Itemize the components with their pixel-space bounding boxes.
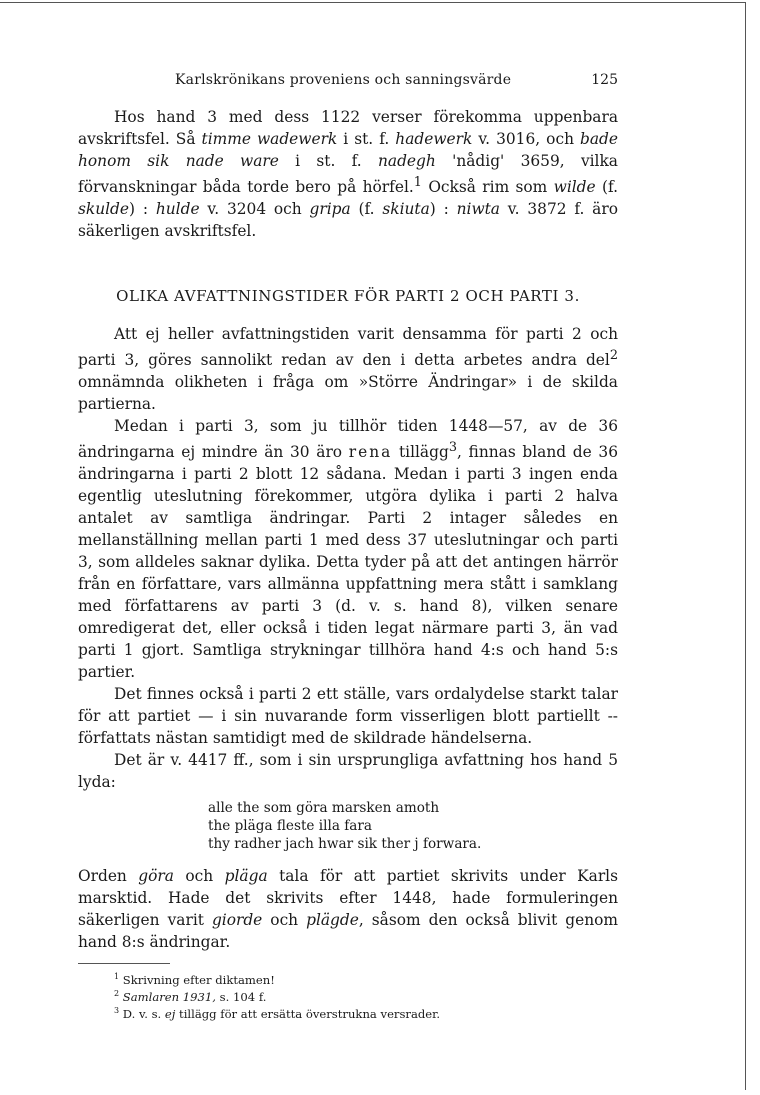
page-number: 125 [591,72,618,88]
page-frame-top-line [0,2,745,3]
running-header [78,72,618,96]
main-text [78,106,618,953]
verse-line: alle the som göra marsken amoth [208,800,440,817]
book-page [78,72,618,1021]
verse-line: thy radher jach hwar sik ther j forwara. [208,836,482,853]
verse-quote [208,799,618,853]
footnotes [114,970,618,1021]
spaced-emphasis: rena [348,443,393,462]
running-title: Karlskrönikans proveniens och sanningsvärde [175,72,512,88]
footnote-separator [78,963,170,964]
paragraph-5: Orden göra och pläga tala för att partiet skrivits under Karls marsktid. Hade det skrivits efter 1448, hade formuleringen säkerligen varit giorde och plägde, såsom den också blivit genom hand 8:s ändringar. [78,867,619,952]
paragraph-1: Att ej heller avfattningstiden varit densamma för parti 2 och parti 3, göres sannolikt redan av den i detta arbetes andra del$^2$ omnämnda olikheten i fråga om »Större Ändringar» i de skilda partierna. [78,325,618,414]
page-frame-right-line [745,2,746,1090]
footnote-3: $^3$ D. v. s. ej tillägg för att ersätta överstrukna versrader. [114,1006,441,1021]
verse-line: the pläga fleste illa fara [208,818,372,835]
paragraph-3: Det finnes också i parti 2 ett ställe, vars ordalydelse starkt talar för att partiet — i sin nuvarande form visserligen blott partiellt -- författats nästan samtidigt med de skildrade händelserna. [78,685,618,748]
paragraph-2: Medan i parti 3, som ju tillhör tiden 1448—57, av de 36 ändringarna ej mindre än 30 äro rena tillägg$^3$, finnas bland de 36 ändringarna i parti 2 blott 12 sådana. Medan i parti 3 ingen enda egentlig uteslutning förekommer, utgöra dylika i parti 2 halva antalet av samtliga ändringar. Parti 2 intager således en mellanställning mellan parti 1 med dess 37 uteslutningar och parti 3, som alldeles saknar dylika. Detta tyder på att det antingen härrör från en författare, vars allmänna uppfattning mera stått i samklang med författarens av parti 3 (d. v. s. hand 8), vilken senare omredigerat det, eller också i tiden legat närmare parti 3, än vad parti 1 gjort. Samtliga strykningar tillhöra hand 4:s och hand 5:s partier. [78,417,618,682]
footnote-2: $^2$ Samlaren 1931, s. 104 f. [114,989,267,1005]
footnote-1: $^1$ Skrivning efter diktamen! [114,972,275,988]
footnote-ref-3: 3 [448,440,457,456]
intro-paragraph: Hos hand 3 med dess 1122 verser förekomma uppenbara avskriftsfel. Så timme wadewerk i st. f. hadewerk v. 3016, och bade honom sik nade ware i st. f. nadegh 'nådig' 3659, vilka förvanskningar båda torde bero på hörfel.$^1$ Också rim som wilde (f. skulde) : hulde v. 3204 och gripa (f. skiuta) : niwta v. 3872 f. äro säkerligen avskriftsfel. [78,108,619,241]
paragraph-4: Det är v. 4417 ff., som i sin ursprungliga avfattning hos hand 5 lyda: [78,751,618,792]
footnote-ref-2: 2 [609,348,618,364]
section-heading: OLIKA AVFATTNINGSTIDER FÖR PARTI 2 OCH PARTI 3. [116,287,580,306]
footnote-ref-1: 1 [413,175,422,190]
